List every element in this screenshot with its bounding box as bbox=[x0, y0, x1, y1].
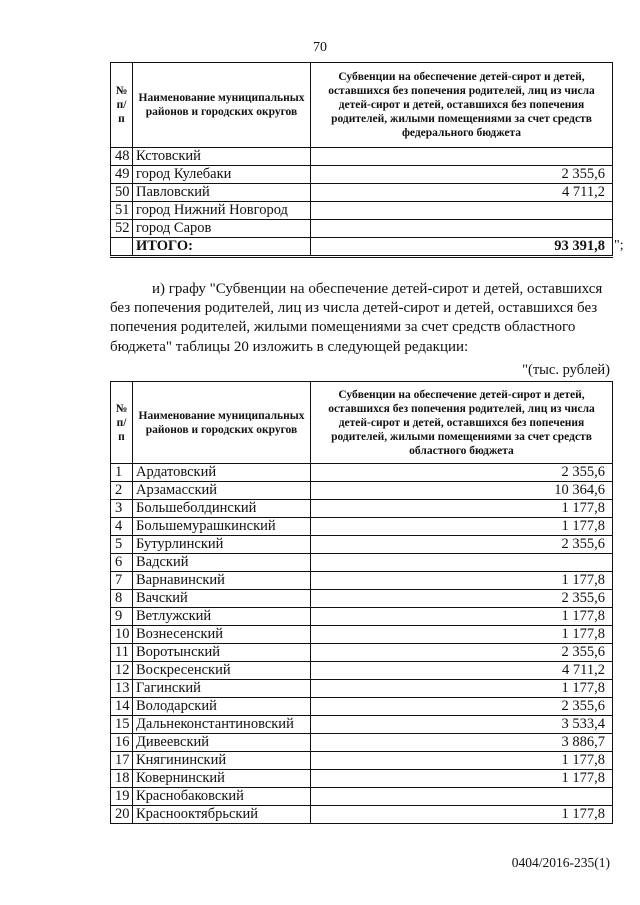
subsidy-value: 1 177,8 bbox=[311, 608, 613, 626]
page-number: 70 bbox=[313, 40, 327, 55]
table-row bbox=[111, 644, 613, 662]
subsidy-value: 4 711,2 bbox=[311, 662, 613, 680]
row-number: 11 bbox=[111, 644, 133, 662]
municipality-name: Дивеевский bbox=[133, 734, 311, 752]
header-subsidy-regional: Субвенции на обеспечение детей-сирот и детей, оставшихся без попечения родителей, лиц из числа детей-сирот и детей, оставшихся без попечения родителей, жилыми помещениями за счет средств областного бюджета bbox=[311, 382, 613, 464]
paragraph-line: бюджета" таблицы 20 изложить в следующей редакции: bbox=[110, 338, 469, 355]
subsidy-value: 2 355,6 bbox=[311, 644, 613, 662]
row-number: 50 bbox=[111, 184, 133, 202]
subsidy-value bbox=[311, 554, 613, 572]
federal-subsidy-table bbox=[110, 62, 613, 258]
municipality-name: город Саров bbox=[133, 220, 311, 238]
table-row bbox=[111, 590, 613, 608]
municipality-name: город Кулебаки bbox=[133, 166, 311, 184]
municipality-name: Большеболдинский bbox=[133, 500, 311, 518]
closing-quote: "; bbox=[614, 238, 624, 253]
subsidy-value: 2 355,6 bbox=[311, 166, 613, 184]
subsidy-value: 1 177,8 bbox=[311, 680, 613, 698]
subsidy-value: 1 177,8 bbox=[311, 770, 613, 788]
subsidy-value bbox=[311, 202, 613, 220]
municipality-name: Павловский bbox=[133, 184, 311, 202]
municipality-name: город Нижний Новгород bbox=[133, 202, 311, 220]
header-municipality: Наименование муниципальных районов и городских округов bbox=[133, 382, 311, 464]
row-number: 12 bbox=[111, 662, 133, 680]
municipality-name: Вознесенский bbox=[133, 626, 311, 644]
subsidy-value: 2 355,6 bbox=[311, 464, 613, 482]
municipality-name: Дальнеконстантиновский bbox=[133, 716, 311, 734]
header-number: № п/п bbox=[111, 63, 133, 148]
row-number: 13 bbox=[111, 680, 133, 698]
municipality-name: Большемурашкинский bbox=[133, 518, 311, 536]
total-label: ИТОГО: bbox=[133, 238, 311, 257]
amendment-paragraph bbox=[110, 280, 610, 357]
row-number: 52 bbox=[111, 220, 133, 238]
paragraph-line: попечения родителей, жилыми помещениями за счет средств областного bbox=[110, 319, 576, 336]
table-row bbox=[111, 752, 613, 770]
table-row bbox=[111, 788, 613, 806]
table-row bbox=[111, 662, 613, 680]
row-number: 9 bbox=[111, 608, 133, 626]
municipality-name: Ковернинский bbox=[133, 770, 311, 788]
row-number: 48 bbox=[111, 148, 133, 166]
table-row bbox=[111, 518, 613, 536]
header-subsidy-federal: Субвенции на обеспечение детей-сирот и детей, оставшихся без попечения родителей, лиц из числа детей-сирот и детей, оставшихся без попечения родителей, жилыми помещениями за счет средств федерального бюджета bbox=[311, 63, 613, 148]
row-number: 3 bbox=[111, 500, 133, 518]
table-row bbox=[111, 166, 613, 184]
paragraph-line: и) графу "Субвенции на обеспечение детей-сирот и детей, оставшихся bbox=[152, 281, 603, 297]
table-row bbox=[111, 770, 613, 788]
header-municipality: Наименование муниципальных районов и городских округов bbox=[133, 63, 311, 148]
header-number: № п/п bbox=[111, 382, 133, 464]
subsidy-value: 1 177,8 bbox=[311, 806, 613, 824]
table-row bbox=[111, 500, 613, 518]
subsidy-value: 1 177,8 bbox=[311, 518, 613, 536]
subsidy-value: 1 177,8 bbox=[311, 500, 613, 518]
table-row bbox=[111, 608, 613, 626]
row-number: 18 bbox=[111, 770, 133, 788]
row-number: 8 bbox=[111, 590, 133, 608]
municipality-name: Вадский bbox=[133, 554, 311, 572]
municipality-name: Гагинский bbox=[133, 680, 311, 698]
row-number: 19 bbox=[111, 788, 133, 806]
subsidy-value: 1 177,8 bbox=[311, 752, 613, 770]
row-number: 7 bbox=[111, 572, 133, 590]
table-row bbox=[111, 626, 613, 644]
municipality-name: Воскресенский bbox=[133, 662, 311, 680]
row-number: 16 bbox=[111, 734, 133, 752]
municipality-name: Арзамасский bbox=[133, 482, 311, 500]
total-row bbox=[111, 238, 613, 257]
subsidy-value: 2 355,6 bbox=[311, 698, 613, 716]
subsidy-value: 1 177,8 bbox=[311, 572, 613, 590]
row-number: 10 bbox=[111, 626, 133, 644]
subsidy-value: 3 533,4 bbox=[311, 716, 613, 734]
subsidy-value: 2 355,6 bbox=[311, 590, 613, 608]
municipality-name: Краснобаковский bbox=[133, 788, 311, 806]
table-row bbox=[111, 536, 613, 554]
municipality-name: Княгининский bbox=[133, 752, 311, 770]
row-number: 17 bbox=[111, 752, 133, 770]
subsidy-value: 1 177,8 bbox=[311, 626, 613, 644]
row-number: 15 bbox=[111, 716, 133, 734]
paragraph-line: без попечения родителей, лиц из числа детей-сирот и детей, оставшихся без bbox=[110, 300, 598, 317]
municipality-name: Бутурлинский bbox=[133, 536, 311, 554]
table-row bbox=[111, 698, 613, 716]
row-number: 51 bbox=[111, 202, 133, 220]
municipality-name: Ветлужский bbox=[133, 608, 311, 626]
row-number: 1 bbox=[111, 464, 133, 482]
municipality-name: Воротынский bbox=[133, 644, 311, 662]
subsidy-value bbox=[311, 148, 613, 166]
table-row bbox=[111, 220, 613, 238]
total-value: 93 391,8 bbox=[311, 238, 613, 257]
municipality-name: Вачский bbox=[133, 590, 311, 608]
subsidy-value bbox=[311, 788, 613, 806]
table-row bbox=[111, 734, 613, 752]
unit-note: "(тыс. рублей) bbox=[522, 362, 610, 378]
subsidy-value bbox=[311, 220, 613, 238]
table-row bbox=[111, 202, 613, 220]
total-number-cell bbox=[111, 238, 133, 257]
row-number: 20 bbox=[111, 806, 133, 824]
subsidy-value: 10 364,6 bbox=[311, 482, 613, 500]
row-number: 5 bbox=[111, 536, 133, 554]
table-row bbox=[111, 716, 613, 734]
subsidy-value: 4 711,2 bbox=[311, 184, 613, 202]
subsidy-value: 3 886,7 bbox=[311, 734, 613, 752]
municipality-name: Кстовский bbox=[133, 148, 311, 166]
regional-subsidy-table bbox=[110, 381, 613, 824]
row-number: 4 bbox=[111, 518, 133, 536]
municipality-name: Ардатовский bbox=[133, 464, 311, 482]
table-row bbox=[111, 464, 613, 482]
row-number: 49 bbox=[111, 166, 133, 184]
table-row bbox=[111, 554, 613, 572]
municipality-name: Володарский bbox=[133, 698, 311, 716]
row-number: 2 bbox=[111, 482, 133, 500]
municipality-name: Варнавинский bbox=[133, 572, 311, 590]
table-row bbox=[111, 806, 613, 824]
row-number: 14 bbox=[111, 698, 133, 716]
row-number: 6 bbox=[111, 554, 133, 572]
document-code: 0404/2016-235(1) bbox=[511, 855, 610, 870]
table-row bbox=[111, 148, 613, 166]
table-row bbox=[111, 482, 613, 500]
municipality-name: Краснооктябрьский bbox=[133, 806, 311, 824]
table-row bbox=[111, 184, 613, 202]
table-row bbox=[111, 680, 613, 698]
table-row bbox=[111, 572, 613, 590]
subsidy-value: 2 355,6 bbox=[311, 536, 613, 554]
